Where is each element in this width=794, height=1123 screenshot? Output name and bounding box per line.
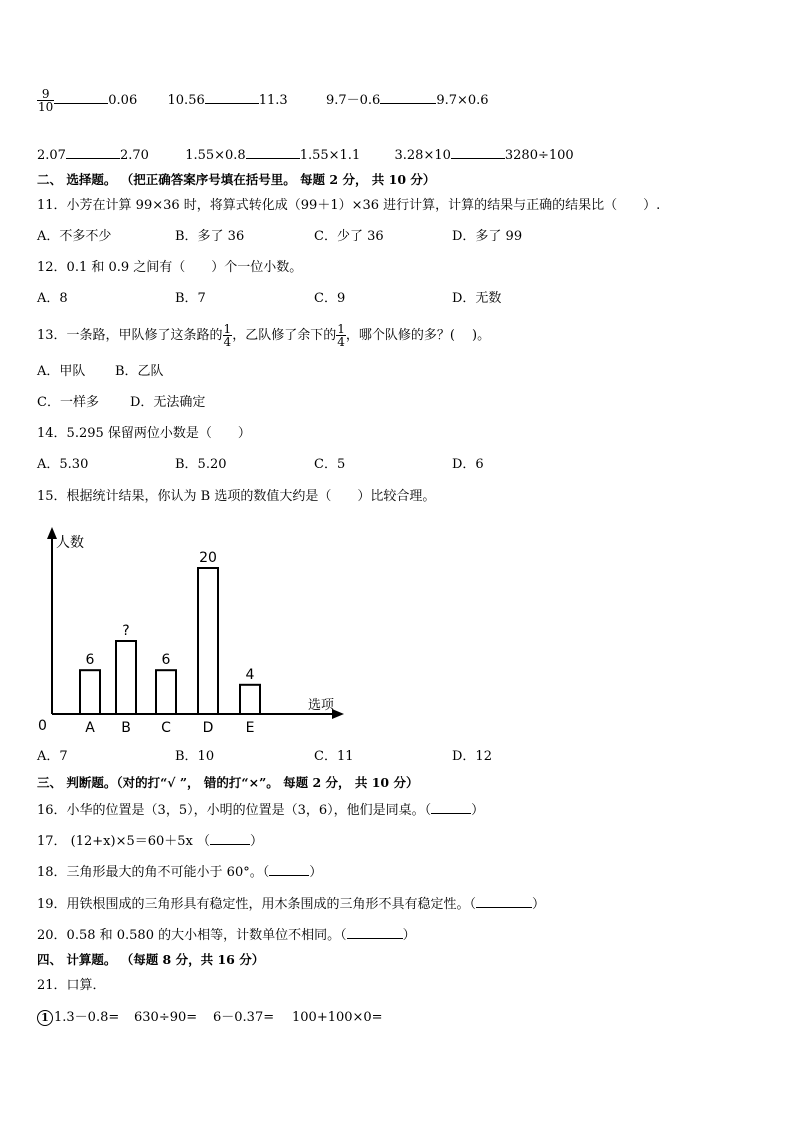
- data-label: ?: [122, 623, 130, 639]
- data-label: 20: [199, 550, 217, 566]
- question-11: 11．小芳在计算 99×36 时，将算式转化成（99＋1）×36 进行计算，计算的结果与正确的结果比（ ）.: [37, 198, 661, 213]
- compare-row-2: [37, 145, 574, 165]
- question-19-text: 19．用铁根围成的三角形具有稳定性，用木条围成的三角形不具有稳定性。（: [37, 897, 477, 912]
- answer-blank[interactable]: [347, 925, 403, 939]
- question-20: [37, 925, 416, 945]
- question-12: 12．0.1 和 0.9 之间有（ ）个一位小数。: [37, 260, 303, 275]
- compare-value: 3.28×10: [394, 148, 451, 163]
- fraction-denominator: 4: [337, 335, 345, 349]
- question-15: 15．根据统计结果，你认为 B 选项的数值大约是（ ）比较合理。: [37, 489, 436, 504]
- option-d[interactable]: D．多了 99: [452, 229, 523, 244]
- options-13-row-1: [37, 363, 164, 381]
- calc-item: 6－0.37=: [213, 1010, 275, 1025]
- x-axis-label: 选项: [308, 698, 335, 713]
- answer-blank[interactable]: [431, 800, 471, 814]
- option-d[interactable]: D．12: [452, 749, 492, 764]
- section-heading-calc: 四、 计算题。 （每题 8 分，共 16 分）: [37, 952, 265, 967]
- option-b[interactable]: B．5.20: [175, 457, 227, 472]
- data-label: 6: [161, 652, 171, 669]
- circled-number: 1: [37, 1010, 53, 1026]
- option-c[interactable]: C．11: [314, 749, 354, 764]
- question-17: [37, 831, 263, 851]
- calc-item: 630÷90=: [134, 1010, 198, 1025]
- section-heading-judge: 三、 判断题。（对的打“√ ”， 错的打“×”。 每题 2 分， 共 10 分）: [37, 775, 419, 790]
- answer-blank[interactable]: [451, 145, 505, 159]
- data-label: 6: [85, 652, 95, 669]
- bar-chart: [32, 525, 352, 740]
- bar: [80, 670, 100, 714]
- option-b[interactable]: B．7: [175, 291, 206, 306]
- x-tick-label: A: [85, 720, 95, 736]
- answer-blank[interactable]: [210, 831, 250, 845]
- bar: [240, 685, 260, 714]
- answer-blank[interactable]: [246, 145, 300, 159]
- x-tick-label: C: [161, 720, 171, 736]
- compare-value: 3280÷100: [504, 148, 574, 163]
- x-tick-label: E: [245, 720, 255, 736]
- question-16-text: 16．小华的位置是（3，5），小明的位置是（3，6），他们是同桌。（: [37, 803, 432, 818]
- close-paren: ）: [309, 865, 323, 880]
- close-paren: ）: [250, 834, 264, 849]
- compare-value: 2.70: [119, 148, 149, 163]
- options-13-row-2: [37, 394, 205, 412]
- answer-blank[interactable]: [54, 90, 108, 104]
- option-c[interactable]: C．少了 36: [314, 229, 384, 244]
- origin-label: 0: [38, 718, 47, 734]
- options-15: [37, 748, 492, 766]
- question-14: 14．5.295 保留两位小数是（ ）: [37, 426, 251, 441]
- option-a[interactable]: A．不多不少: [37, 229, 112, 244]
- close-paren: ）: [471, 803, 485, 818]
- compare-value: 11.3: [258, 93, 288, 108]
- close-paren: ）: [402, 928, 416, 943]
- option-c[interactable]: C．9: [314, 291, 346, 306]
- option-a[interactable]: A．5.30: [37, 457, 89, 472]
- calc-item: 1.3－0.8=: [54, 1010, 120, 1025]
- answer-blank[interactable]: [269, 862, 309, 876]
- compare-value: 10.56: [167, 93, 205, 108]
- option-d[interactable]: D．6: [452, 457, 484, 472]
- compare-value: 9.7－0.6: [325, 93, 381, 108]
- fraction-one-quarter: [336, 323, 346, 348]
- question-18: [37, 862, 322, 882]
- question-13-text-start: 13．一条路，甲队修了这条路的: [37, 328, 223, 343]
- question-18-text: 18．三角形最大的角不可能小于 60°。（: [37, 865, 270, 880]
- section-heading-choice: 二、 选择题。 （把正确答案序号填在括号里。 每题 2 分， 共 10 分）: [37, 172, 436, 187]
- x-tick-label: B: [121, 720, 131, 736]
- question-17-text: 17． (12+x)×5＝60＋5x （: [37, 834, 211, 849]
- answer-blank[interactable]: [476, 894, 532, 908]
- option-a[interactable]: A．甲队: [37, 364, 86, 379]
- option-d[interactable]: D．无数: [452, 291, 502, 306]
- question-13: [37, 321, 490, 351]
- mental-math-row: [37, 1009, 383, 1027]
- bar: [116, 641, 136, 714]
- fraction-numerator: 1: [223, 322, 232, 336]
- compare-value: 1.55×1.1: [299, 148, 361, 163]
- fraction-denominator: 4: [223, 335, 232, 349]
- answer-blank[interactable]: [205, 90, 259, 104]
- fraction-denominator: 10: [38, 100, 54, 114]
- answer-blank[interactable]: [66, 145, 120, 159]
- option-b[interactable]: B．乙队: [115, 364, 164, 379]
- question-21: 21．口算．: [37, 978, 106, 993]
- question-19: [37, 894, 545, 914]
- x-tick-label: D: [202, 720, 214, 736]
- data-label: 4: [245, 666, 255, 683]
- calc-item: 100+100×0=: [292, 1010, 383, 1025]
- fraction-nine-tenths: [37, 88, 54, 113]
- option-b[interactable]: B．10: [175, 749, 215, 764]
- answer-blank[interactable]: [380, 90, 436, 104]
- compare-value: 1.55×0.8: [185, 148, 246, 163]
- options-12: [37, 290, 501, 308]
- question-20-text: 20．0.58 和 0.580 的大小相等，计数单位不相同。（: [37, 928, 347, 943]
- question-16: [37, 800, 484, 820]
- option-a[interactable]: A．7: [37, 749, 68, 764]
- fraction-numerator: 1: [337, 322, 345, 336]
- bar: [156, 670, 176, 714]
- fraction-numerator: 9: [37, 88, 54, 101]
- option-b[interactable]: B．多了 36: [175, 229, 245, 244]
- question-13-text-middle: ，乙队修了余下的: [232, 328, 337, 343]
- compare-row-1: [37, 88, 489, 113]
- option-d[interactable]: D．无法确定: [130, 395, 206, 410]
- fraction-one-quarter: [223, 323, 233, 348]
- y-axis-label: 人数: [56, 535, 84, 551]
- options-11: [37, 228, 522, 246]
- option-c[interactable]: C．5: [314, 457, 346, 472]
- close-paren: ）: [532, 897, 546, 912]
- option-c[interactable]: C．一样多: [37, 395, 99, 410]
- option-a[interactable]: A．8: [37, 291, 68, 306]
- bar: [198, 568, 218, 714]
- compare-value: 9.7×0.6: [436, 93, 489, 108]
- compare-value: 0.06: [108, 93, 138, 108]
- question-13-text-end: ，哪个队修的多？( )。: [345, 328, 491, 343]
- options-14: [37, 456, 484, 474]
- compare-value: 2.07: [37, 148, 66, 163]
